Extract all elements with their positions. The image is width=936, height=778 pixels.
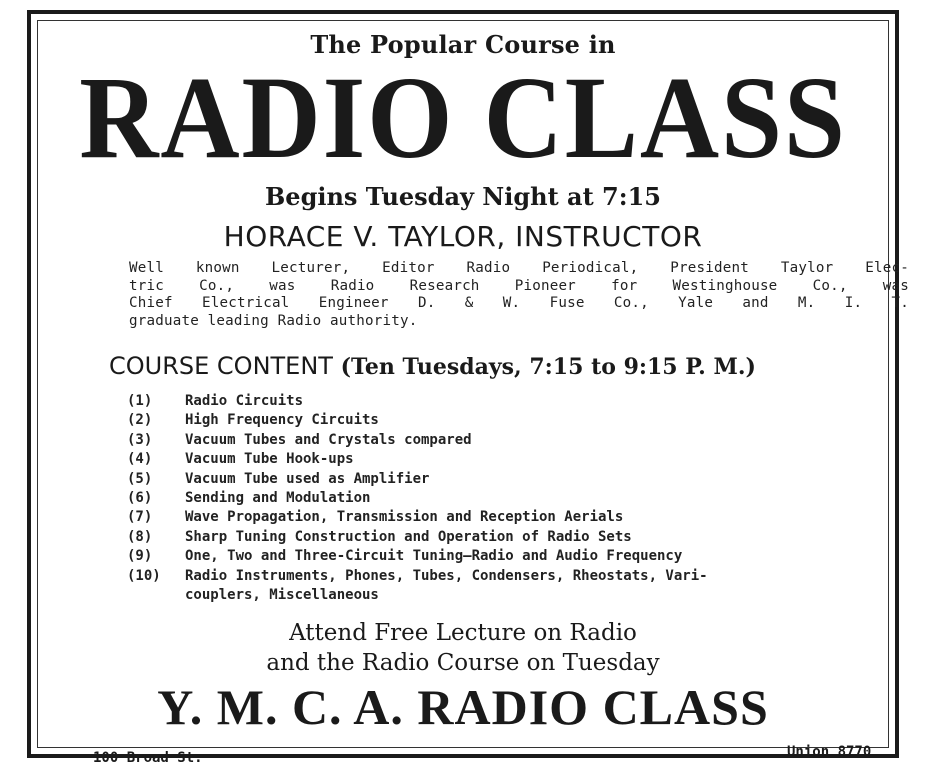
item-number: (6): [127, 490, 153, 507]
bio-line: tric Co., was Radio Research Pioneer for Westinghouse Co., was: [129, 277, 909, 294]
bio-line: Well known Lecturer, Editor Radio Periodical, President Taylor Elec-: [129, 260, 909, 276]
list-item: [127, 508, 917, 527]
item-text: Vacuum Tube Hook-ups: [185, 451, 354, 468]
course-schedule: (Ten Tuesdays, 7:15 to 9:15 P. M.): [340, 354, 756, 380]
item-number: (3): [127, 431, 153, 448]
course-content-title: COURSE CONTENT: [109, 352, 333, 380]
instructor-bio: [129, 260, 909, 330]
item-text: Radio Circuits: [185, 393, 304, 409]
item-text: Sharp Tuning Construction and Operation of Radio Sets: [185, 528, 632, 545]
headline-top: The Popular Course in: [310, 30, 616, 59]
list-item: [127, 567, 917, 586]
item-text: Radio Instruments, Phones, Tubes, Condensers, Rheostats, Vari-: [185, 567, 708, 584]
list-item: [127, 489, 917, 508]
list-item: [127, 470, 917, 489]
item-number: (4): [127, 451, 153, 468]
item-number: (1): [127, 393, 153, 409]
advertisement-frame: [27, 10, 909, 766]
list-item: [127, 431, 917, 450]
item-text: Sending and Modulation: [185, 490, 371, 507]
item-text: Wave Propagation, Transmission and Reception Aerials: [185, 509, 624, 526]
item-number: (9): [127, 548, 153, 565]
list-item: [127, 547, 917, 566]
item-number: (8): [127, 528, 153, 545]
item-number: (7): [127, 509, 153, 526]
list-item: [127, 450, 917, 469]
phone-number: Union 8770: [787, 744, 872, 760]
headline-main: RADIO CLASS: [79, 52, 847, 183]
item-number: (10): [127, 567, 161, 584]
course-list: [127, 392, 917, 605]
attend-line-2: and the Radio Course on Tuesday: [266, 650, 660, 676]
list-item: [127, 411, 917, 430]
instructor-name: HORACE V. TAYLOR, INSTRUCTOR: [223, 220, 703, 253]
item-text: Vacuum Tube used as Amplifier: [185, 470, 430, 487]
item-number: (5): [127, 470, 153, 487]
start-time: Begins Tuesday Night at 7:15: [265, 182, 661, 211]
footer-title: Y. M. C. A. RADIO CLASS: [157, 679, 769, 735]
item-number: (2): [127, 412, 153, 429]
item-text: One, Two and Three-Circuit Tuning—Radio and Audio Frequency: [185, 548, 683, 565]
attend-line-1: Attend Free Lecture on Radio: [289, 620, 637, 646]
item-text: Vacuum Tubes and Crystals compared: [185, 431, 472, 448]
address: 100 Broad St.: [93, 750, 203, 766]
list-item: [127, 528, 917, 547]
list-item: [127, 392, 917, 411]
bio-line: Chief Electrical Engineer D. & W. Fuse Co., Yale and M. I. T.: [129, 295, 909, 311]
course-content-heading: [109, 352, 756, 380]
item-text: High Frequency Circuits: [185, 412, 379, 429]
bio-line: graduate leading Radio authority.: [129, 312, 418, 329]
list-item-continuation: [127, 586, 917, 605]
free-lecture-notice: [31, 618, 895, 678]
item-text-continuation: couplers, Miscellaneous: [185, 587, 379, 604]
